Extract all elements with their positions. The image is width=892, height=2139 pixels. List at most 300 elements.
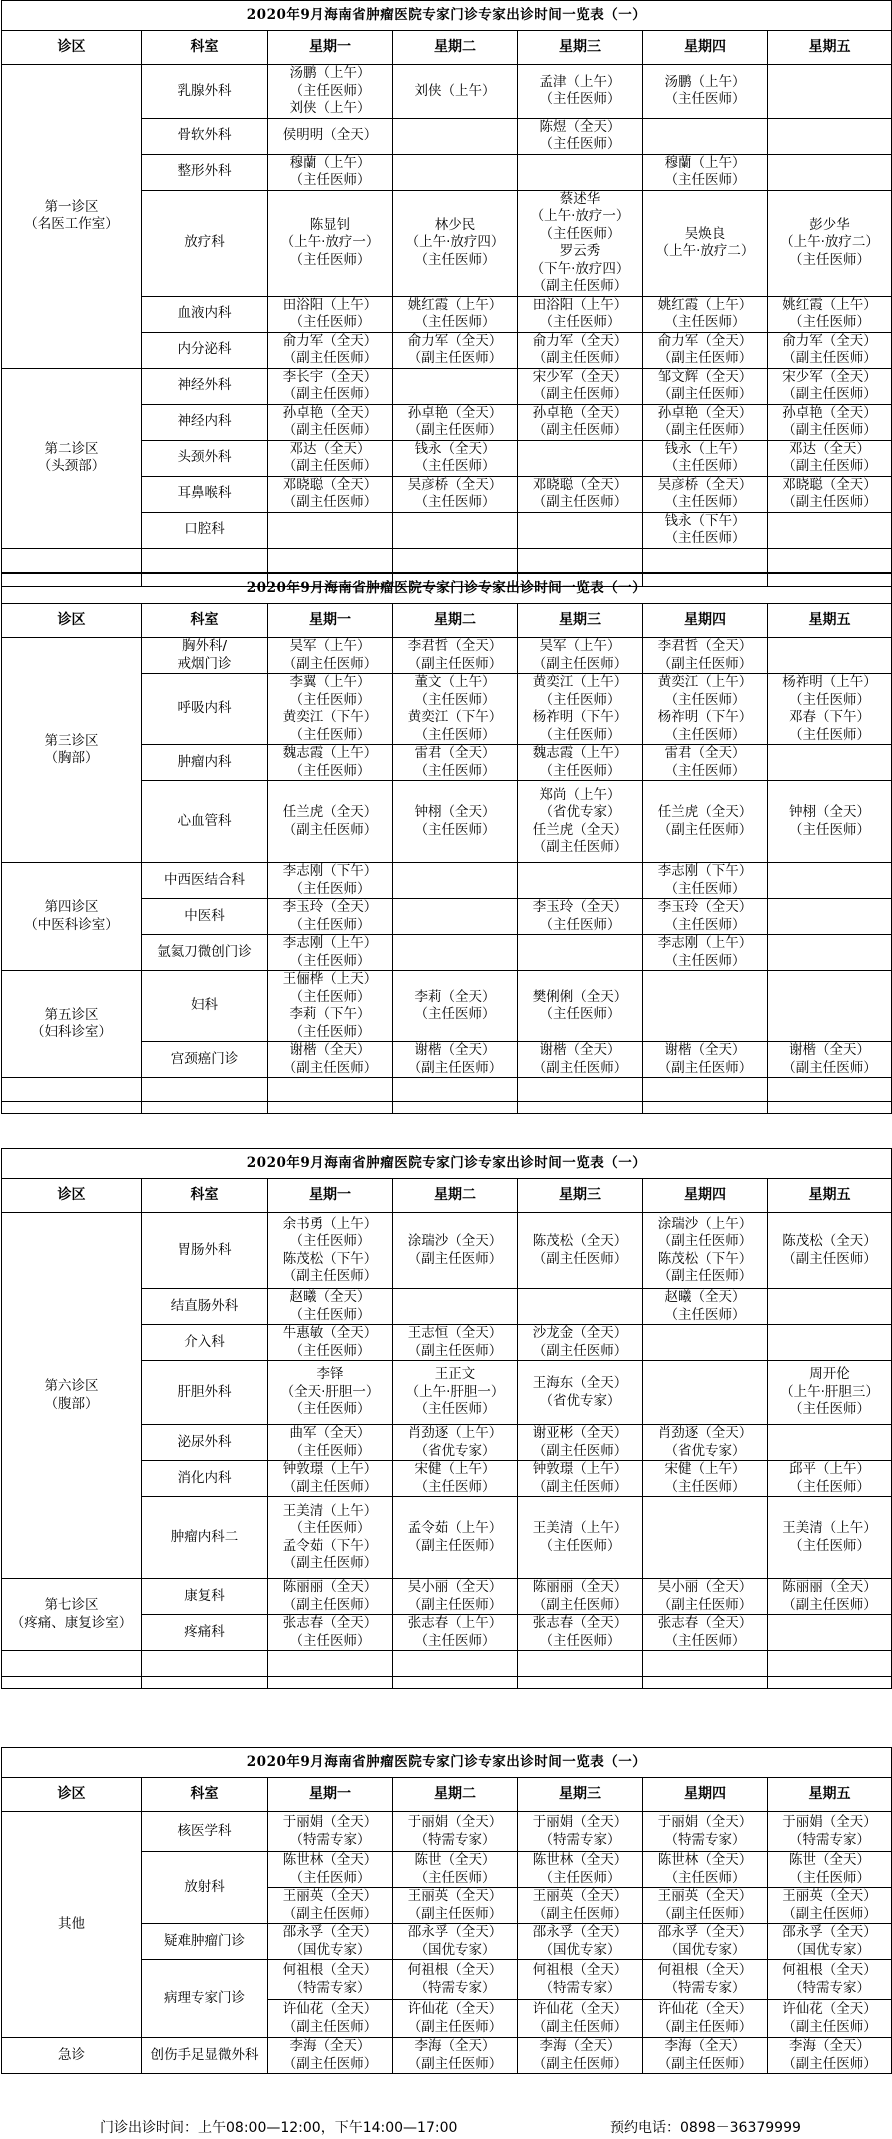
schedule-cell-tue bbox=[393, 1042, 518, 1078]
cell-line: （主任医师） bbox=[414, 726, 496, 743]
table-title: 2020年9月海南省肿瘤医院专家门诊专家出诊时间一览表（一） bbox=[2, 1748, 892, 1778]
schedule-cell-mon bbox=[268, 1579, 393, 1615]
cell-line: 李莉（全天） bbox=[414, 988, 496, 1005]
department-cell bbox=[142, 404, 268, 440]
schedule-cell-tue bbox=[393, 1213, 518, 1289]
cell-line: 赵曦（全天） bbox=[289, 1289, 371, 1305]
schedule-cell-tue bbox=[393, 1579, 518, 1615]
schedule-cell-mon bbox=[268, 1924, 393, 1960]
cell-line: 陈显钊 bbox=[309, 216, 351, 233]
blank-cell bbox=[393, 1102, 518, 1114]
cell-line: （主任医师） bbox=[789, 821, 871, 838]
cell-line: （副主任医师） bbox=[407, 655, 503, 672]
column-header-thu: 星期四 bbox=[643, 31, 768, 65]
cell-line: 于丽娟（全天） bbox=[657, 1814, 753, 1830]
cell-line: 李志刚（下午） bbox=[657, 863, 753, 879]
cell-line: （特需专家） bbox=[414, 1831, 496, 1848]
cell-line: （主任医师） bbox=[289, 916, 371, 933]
cell-line: 吴军（上午） bbox=[289, 638, 371, 654]
column-header-zone: 诊区 bbox=[2, 604, 142, 638]
cell-line: （主任医师） bbox=[414, 251, 496, 268]
schedule-cell-wed bbox=[518, 781, 643, 863]
column-header-thu: 星期四 bbox=[643, 604, 768, 638]
cell-line: 于丽娟（全天） bbox=[282, 1814, 378, 1830]
column-header-zone: 诊区 bbox=[2, 1778, 142, 1812]
cell-line: （主任医师） bbox=[289, 1442, 371, 1459]
cell-line: （副主任医师） bbox=[782, 386, 877, 402]
department-cell bbox=[142, 1852, 268, 1924]
cell-line: （主任医师） bbox=[414, 458, 496, 474]
cell-line: 李海（全天） bbox=[789, 2038, 871, 2054]
cell-line: 张志春（上午） bbox=[407, 1615, 503, 1631]
schedule-cell-wed bbox=[518, 154, 643, 190]
schedule-cell-mon bbox=[268, 296, 393, 332]
cell-line: （主任医师） bbox=[539, 225, 621, 242]
cell-line: （副主任医师） bbox=[657, 2018, 753, 2035]
cell-line: （省优专家） bbox=[414, 1442, 496, 1459]
cell-line: （主任医师） bbox=[539, 916, 621, 933]
cell-line: 俞力军（全天） bbox=[657, 332, 753, 349]
cell-line: 于丽娟（全天） bbox=[407, 1814, 503, 1830]
cell-line: （副主任医师） bbox=[657, 386, 753, 402]
cell-line: 田浴阳（上午） bbox=[532, 296, 628, 313]
cell-line: 李海（全天） bbox=[414, 2038, 496, 2054]
cell-line: （主任医师） bbox=[289, 691, 371, 708]
cell-line: 雷君（全天） bbox=[664, 745, 746, 761]
cell-line: 侯明明（全天） bbox=[282, 127, 378, 144]
cell-line: 邓达（全天） bbox=[789, 440, 871, 457]
cell-line: （上午·放疗一） bbox=[530, 208, 630, 224]
cell-line: （主任医师） bbox=[539, 1869, 621, 1886]
cell-line: （副主任医师） bbox=[532, 1342, 628, 1359]
cell-line: 钱永（全天） bbox=[414, 440, 496, 457]
cell-line: （副主任医师） bbox=[657, 350, 753, 366]
blank-cell bbox=[268, 548, 393, 572]
schedule-cell-tue bbox=[393, 1615, 518, 1651]
cell-line: 陈世（全天） bbox=[414, 1852, 496, 1868]
cell-line: 王海东（全天） bbox=[532, 1375, 628, 1391]
schedule-cell-tue bbox=[393, 1888, 518, 1924]
cell-line: （主任医师） bbox=[289, 1869, 371, 1886]
cell-line: （主任医师） bbox=[664, 726, 746, 743]
blank-cell bbox=[2, 1078, 142, 1102]
schedule-cell-mon bbox=[268, 118, 393, 154]
department-cell bbox=[142, 1042, 268, 1078]
cell-line: 李长宇（全天） bbox=[282, 368, 378, 385]
cell-line: （上午·肝胆一） bbox=[405, 1383, 505, 1400]
blank-cell bbox=[142, 1677, 268, 1689]
cell-line: 戒烟门诊 bbox=[177, 655, 232, 672]
cell-line: （特需专家） bbox=[664, 1979, 746, 1996]
schedule-cell-thu bbox=[643, 368, 768, 404]
schedule-cell-wed bbox=[518, 1579, 643, 1615]
column-header-tue: 星期二 bbox=[393, 604, 518, 638]
cell-line: （副主任医师） bbox=[407, 1342, 503, 1359]
cell-line: （主任医师） bbox=[414, 1632, 496, 1649]
cell-line: 孟令茹（下午） bbox=[282, 1537, 378, 1554]
cell-line: （主任医师） bbox=[789, 691, 871, 708]
cell-line: （主任医师） bbox=[539, 314, 621, 330]
department-cell bbox=[142, 674, 268, 745]
cell-line: 骨软外科 bbox=[177, 127, 232, 144]
schedule-cell-wed bbox=[518, 935, 643, 971]
blank-cell bbox=[518, 548, 643, 572]
cell-line: 孙卓艳（全天） bbox=[657, 404, 753, 421]
cell-line: 雷君（全天） bbox=[414, 745, 496, 761]
schedule-cell-tue bbox=[393, 1852, 518, 1888]
department-cell bbox=[142, 1812, 268, 1852]
cell-line: 吴小丽（全天） bbox=[407, 1579, 503, 1595]
cell-line: 姚红霞（上午） bbox=[657, 296, 753, 313]
cell-line: 邹文辉（全天） bbox=[657, 368, 753, 385]
schedule-cell-fri bbox=[768, 1852, 892, 1888]
blank-cell bbox=[268, 1078, 393, 1102]
cell-line: 何祖根（全天） bbox=[282, 1962, 378, 1978]
blank-cell bbox=[2, 1102, 142, 1114]
cell-line: （主任医师） bbox=[664, 691, 746, 708]
cell-line: 陈丽丽（全天） bbox=[782, 1579, 877, 1595]
cell-line: （腹部） bbox=[44, 1395, 99, 1412]
cell-line: （副主任医师） bbox=[282, 1478, 378, 1495]
cell-line: 王俪桦（上天） bbox=[282, 971, 378, 987]
column-header-zone: 诊区 bbox=[2, 31, 142, 65]
column-header-mon: 星期一 bbox=[268, 1179, 393, 1213]
schedule-cell-fri bbox=[768, 1888, 892, 1924]
blank-cell bbox=[518, 1651, 643, 1677]
cell-line: 胸外科/ bbox=[181, 638, 228, 654]
cell-line: （主任医师） bbox=[664, 530, 746, 546]
schedule-cell-thu bbox=[643, 440, 768, 476]
cell-line: （主任医师） bbox=[414, 1401, 496, 1418]
cell-line: （副主任医师） bbox=[532, 422, 628, 438]
cell-line: （主任医师） bbox=[539, 762, 621, 779]
column-header-tue: 星期二 bbox=[393, 1179, 518, 1213]
cell-line: 第二诊区 bbox=[44, 440, 99, 457]
cell-line: 何祖根（全天） bbox=[407, 1962, 503, 1978]
cell-line: （主任医师） bbox=[539, 1537, 621, 1554]
cell-line: 肖劲逐（上午） bbox=[407, 1425, 503, 1441]
cell-line: 钟敦璟（上午） bbox=[532, 1461, 628, 1477]
schedule-cell-tue bbox=[393, 332, 518, 368]
cell-line: 姚红霞（上午） bbox=[782, 296, 877, 313]
cell-line: 耳鼻喉科 bbox=[177, 485, 232, 502]
cell-line: （主任医师） bbox=[789, 1401, 871, 1418]
schedule-cell-wed bbox=[518, 1615, 643, 1651]
cell-line: 吴彦桥（全天） bbox=[657, 476, 753, 493]
cell-line: 内分泌科 bbox=[177, 341, 232, 358]
schedule-cell-mon bbox=[268, 190, 393, 296]
schedule-cell-mon bbox=[268, 65, 393, 119]
cell-line: （上午·放疗四） bbox=[405, 234, 505, 251]
schedule-cell-fri bbox=[768, 440, 892, 476]
cell-line: 许仙花（全天） bbox=[407, 2001, 503, 2017]
column-header-wed: 星期三 bbox=[518, 604, 643, 638]
cell-line: （主任医师） bbox=[414, 1869, 496, 1886]
cell-line: （副主任医师） bbox=[782, 458, 877, 474]
cell-line: 肿瘤内科 bbox=[177, 753, 232, 770]
schedule-cell-wed bbox=[518, 512, 643, 548]
cell-line: 王丽英（全天） bbox=[407, 1888, 503, 1904]
schedule-cell-fri bbox=[768, 190, 892, 296]
cell-line: （主任医师） bbox=[664, 762, 746, 779]
column-header-dept: 科室 bbox=[142, 1778, 268, 1812]
schedule-cell-tue bbox=[393, 440, 518, 476]
cell-line: （主任医师） bbox=[289, 1233, 371, 1249]
cell-line: （副主任医师） bbox=[657, 655, 753, 672]
schedule-cell-fri bbox=[768, 296, 892, 332]
cell-line: 结直肠外科 bbox=[170, 1297, 239, 1314]
column-header-mon: 星期一 bbox=[268, 604, 393, 638]
cell-line: 神经外科 bbox=[177, 377, 232, 394]
schedule-cell-fri bbox=[768, 118, 892, 154]
cell-line: （副主任医师） bbox=[407, 1596, 503, 1613]
schedule-cell-thu bbox=[643, 899, 768, 935]
column-header-dept: 科室 bbox=[142, 31, 268, 65]
cell-line: 陈世林（全天） bbox=[532, 1852, 628, 1868]
cell-line: 张志春（全天） bbox=[282, 1615, 378, 1631]
cell-line: 放射科 bbox=[184, 1878, 225, 1895]
schedule-cell-wed bbox=[518, 1852, 643, 1888]
cell-line: 疑难肿瘤门诊 bbox=[164, 1932, 245, 1949]
blank-cell bbox=[2, 1677, 142, 1689]
cell-line: 邵永孚（全天） bbox=[657, 1924, 753, 1940]
schedule-cell-wed bbox=[518, 1361, 643, 1425]
cell-line: （主任医师） bbox=[664, 314, 746, 330]
cell-line: 胃肠外科 bbox=[177, 1241, 232, 1258]
cell-line: （主任医师） bbox=[289, 1023, 371, 1040]
schedule-cell-tue bbox=[393, 154, 518, 190]
schedule-cell-mon bbox=[268, 1461, 393, 1497]
cell-line: 黄奕江（下午） bbox=[407, 709, 503, 725]
cell-line: （副主任医师） bbox=[282, 1268, 378, 1284]
cell-line: （主任医师） bbox=[289, 1401, 371, 1418]
cell-line: （主任医师） bbox=[789, 1478, 871, 1495]
schedule-cell-fri bbox=[768, 65, 892, 119]
cell-line: 陈茂松（全天） bbox=[532, 1233, 628, 1249]
schedule-cell-tue bbox=[393, 1924, 518, 1960]
schedule-cell-fri bbox=[768, 1042, 892, 1078]
schedule-cell-mon bbox=[268, 638, 393, 674]
column-header-tue: 星期二 bbox=[393, 1778, 518, 1812]
cell-line: （上午·放疗二） bbox=[655, 243, 755, 259]
cell-line: 于丽娟（全天） bbox=[532, 1814, 628, 1830]
cell-line: 魏志霞（上午） bbox=[282, 745, 378, 761]
footer-hours: 门诊出诊时间：上午08:00—12:00，下午14:00—17:00 bbox=[100, 2120, 458, 2136]
cell-line: 宋健（上午） bbox=[414, 1461, 496, 1477]
department-cell bbox=[142, 190, 268, 296]
cell-line: （副主任医师） bbox=[657, 1905, 753, 1922]
cell-line: 第七诊区 bbox=[44, 1597, 99, 1613]
cell-line: 许仙花（全天） bbox=[282, 2001, 378, 2017]
cell-line: 李志刚（上午） bbox=[282, 935, 378, 951]
schedule-cell-wed bbox=[518, 971, 643, 1042]
cell-line: （头颈部） bbox=[37, 458, 106, 474]
cell-line: （副主任医师） bbox=[657, 1596, 753, 1613]
schedule-cell-mon bbox=[268, 1497, 393, 1579]
schedule-cell-mon bbox=[268, 2038, 393, 2074]
schedule-cell-mon bbox=[268, 368, 393, 404]
cell-line: （特需专家） bbox=[664, 1831, 746, 1848]
schedule-cell-thu bbox=[643, 745, 768, 781]
schedule-cell-tue bbox=[393, 899, 518, 935]
cell-line: 蔡述华 bbox=[559, 190, 601, 207]
cell-line: 刘侠（上午） bbox=[414, 82, 496, 99]
schedule-cell-tue bbox=[393, 2038, 518, 2074]
cell-line: （副主任医师） bbox=[657, 1268, 753, 1284]
cell-line: 穆蘭（上午） bbox=[289, 154, 371, 171]
department-cell bbox=[142, 1425, 268, 1461]
cell-line: （主任医师） bbox=[414, 821, 496, 838]
cell-line: 邓晓聪（全天） bbox=[532, 476, 628, 493]
cell-line: 俞力军（全天） bbox=[282, 332, 378, 349]
schedule-cell-tue bbox=[393, 781, 518, 863]
schedule-cell-tue bbox=[393, 512, 518, 548]
footer-phone: 预约电话：0898－36379999 bbox=[610, 2120, 801, 2136]
cell-line: （副主任医师） bbox=[407, 1537, 503, 1554]
table-row bbox=[2, 1812, 892, 1852]
column-header-dept: 科室 bbox=[142, 604, 268, 638]
cell-line: 孙卓艳（全天） bbox=[532, 404, 628, 421]
schedule-cell-tue bbox=[393, 971, 518, 1042]
schedule-cell-tue bbox=[393, 674, 518, 745]
cell-line: 孙卓艳（全天） bbox=[282, 404, 378, 421]
table-row bbox=[2, 368, 892, 404]
cell-line: （副主任医师） bbox=[657, 2055, 753, 2072]
schedule-cell-fri bbox=[768, 863, 892, 899]
cell-line: 涂瑞沙（全天） bbox=[407, 1233, 503, 1249]
cell-line: （副主任医师） bbox=[282, 1596, 378, 1613]
cell-line: （副主任医师） bbox=[782, 1905, 877, 1922]
schedule-cell-mon bbox=[268, 476, 393, 512]
cell-line: （副主任医师） bbox=[782, 2055, 877, 2072]
cell-line: （国优专家） bbox=[664, 1941, 746, 1958]
zone-cell bbox=[2, 2038, 142, 2074]
cell-line: 李君哲（全天） bbox=[657, 638, 753, 654]
department-cell bbox=[142, 745, 268, 781]
cell-line: （上午·放疗二） bbox=[780, 234, 879, 251]
cell-line: （特需专家） bbox=[289, 1831, 371, 1848]
schedule-cell-mon bbox=[268, 1425, 393, 1461]
schedule-cell-thu bbox=[643, 1924, 768, 1960]
cell-line: 周开伦 bbox=[809, 1366, 850, 1383]
cell-line: 心血管科 bbox=[177, 812, 232, 829]
blank-cell bbox=[393, 1677, 518, 1689]
cell-line: （副主任医师） bbox=[532, 494, 628, 510]
schedule-cell-wed bbox=[518, 190, 643, 296]
cell-line: 邓达（全天） bbox=[289, 440, 371, 457]
column-header-wed: 星期三 bbox=[518, 1179, 643, 1213]
cell-line: 赵曦（全天） bbox=[664, 1289, 746, 1305]
cell-line: 孟令茹（上午） bbox=[407, 1520, 503, 1536]
department-cell bbox=[142, 1213, 268, 1289]
cell-line: 任兰虎（全天） bbox=[282, 804, 378, 820]
schedule-cell-fri bbox=[768, 1615, 892, 1651]
cell-line: （副主任医师） bbox=[407, 2055, 503, 2072]
blank-row bbox=[2, 1677, 892, 1689]
cell-line: （主任医师） bbox=[289, 952, 371, 969]
zone-cell bbox=[2, 638, 142, 863]
cell-line: （主任医师） bbox=[664, 916, 746, 933]
cell-line: 谢楷（全天） bbox=[664, 1042, 746, 1058]
cell-line: 陈茂松（下午） bbox=[282, 1250, 378, 1267]
cell-line: 杨祚明（下午） bbox=[532, 709, 628, 725]
cell-line: （主任医师） bbox=[289, 251, 371, 268]
department-cell bbox=[142, 332, 268, 368]
blank-cell bbox=[643, 1102, 768, 1114]
schedule-cell-tue bbox=[393, 1325, 518, 1361]
schedule-cell-tue bbox=[393, 476, 518, 512]
department-cell bbox=[142, 1361, 268, 1425]
cell-line: （国优专家） bbox=[539, 1941, 621, 1958]
cell-line: （主任医师） bbox=[539, 91, 621, 108]
cell-line: 孙卓艳（全天） bbox=[782, 404, 877, 421]
schedule-cell-fri bbox=[768, 404, 892, 440]
cell-line: （特需专家） bbox=[289, 1979, 371, 1996]
blank-cell bbox=[768, 1102, 892, 1114]
cell-line: （主任医师） bbox=[539, 136, 621, 152]
cell-line: （副主任医师） bbox=[657, 1233, 753, 1249]
table-row bbox=[2, 2038, 892, 2074]
column-header-fri: 星期五 bbox=[768, 604, 892, 638]
cell-line: 神经内科 bbox=[177, 413, 232, 430]
column-header-mon: 星期一 bbox=[268, 31, 393, 65]
schedule-cell-fri bbox=[768, 1579, 892, 1615]
cell-line: （妇科诊室） bbox=[31, 1024, 112, 1040]
cell-line: （主任医师） bbox=[414, 762, 496, 779]
blank-cell bbox=[518, 1677, 643, 1689]
department-cell bbox=[142, 1497, 268, 1579]
schedule-cell-mon bbox=[268, 971, 393, 1042]
column-header-fri: 星期五 bbox=[768, 31, 892, 65]
cell-line: 李莉（下午） bbox=[289, 1006, 371, 1022]
cell-line: （副主任医师） bbox=[407, 1250, 503, 1267]
schedule-table-2 bbox=[0, 573, 892, 1114]
cell-line: （特需专家） bbox=[789, 1979, 871, 1996]
cell-line: 许仙花（全天） bbox=[657, 2001, 753, 2017]
cell-line: 罗云秀 bbox=[559, 243, 601, 259]
schedule-cell-wed bbox=[518, 296, 643, 332]
cell-line: （副主任医师） bbox=[282, 1905, 378, 1922]
cell-line: （副主任医师） bbox=[782, 422, 877, 438]
schedule-cell-wed bbox=[518, 440, 643, 476]
schedule-cell-mon bbox=[268, 899, 393, 935]
cell-line: 宋少军（全天） bbox=[782, 368, 877, 385]
schedule-grid bbox=[1, 0, 892, 587]
cell-line: 林少民 bbox=[434, 216, 476, 233]
cell-line: （副主任医师） bbox=[532, 1478, 628, 1495]
blank-cell bbox=[518, 1102, 643, 1114]
cell-line: （主任医师） bbox=[789, 314, 871, 330]
schedule-cell-fri bbox=[768, 971, 892, 1042]
cell-line: 钟栩（全天） bbox=[789, 804, 871, 820]
cell-line: 邱平（上午） bbox=[789, 1461, 871, 1477]
schedule-cell-mon bbox=[268, 1213, 393, 1289]
cell-line: （副主任医师） bbox=[532, 1905, 628, 1922]
schedule-cell-tue bbox=[393, 1960, 518, 2000]
cell-line: 乳腺外科 bbox=[177, 82, 232, 99]
blank-cell bbox=[768, 1677, 892, 1689]
schedule-cell-mon bbox=[268, 404, 393, 440]
cell-line: （副主任医师） bbox=[282, 494, 378, 510]
cell-line: 李海（全天） bbox=[289, 2038, 371, 2054]
blank-cell bbox=[768, 548, 892, 572]
cell-line: （主任医师） bbox=[664, 91, 746, 108]
cell-line: （主任医师） bbox=[289, 988, 371, 1005]
cell-line: 整形外科 bbox=[177, 163, 232, 180]
blank-cell bbox=[643, 548, 768, 572]
schedule-cell-fri bbox=[768, 781, 892, 863]
schedule-cell-tue bbox=[393, 1497, 518, 1579]
